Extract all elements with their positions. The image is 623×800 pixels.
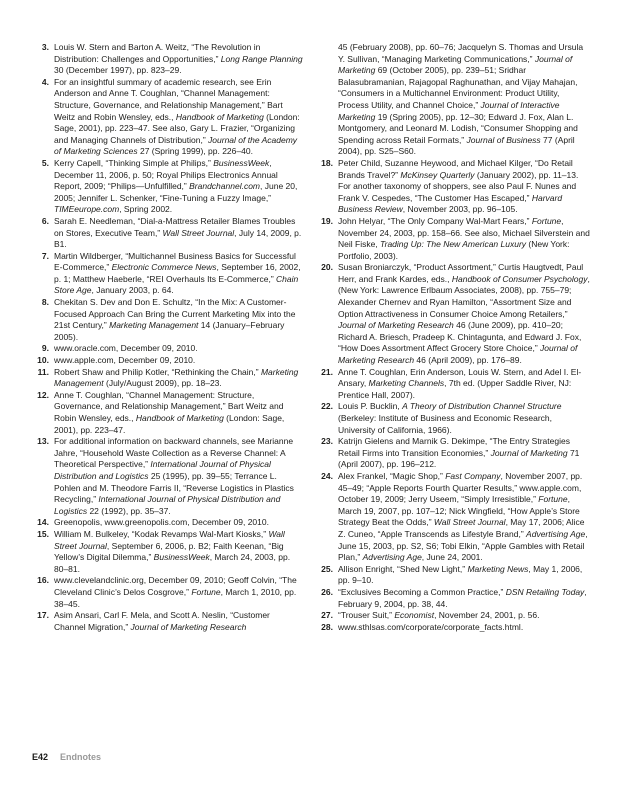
endnote-number: 26.	[321, 586, 333, 597]
endnote-6: 6. Sarah E. Needleman, “Dial-a-Mattress Retailer Blames Troubles on Stores, Executive Team,” Wall Street Journal, July 14, 2009, p. B1.	[33, 216, 303, 251]
endnote-number: 17.	[37, 610, 49, 621]
endnote-number: 5.	[41, 157, 49, 168]
page-number: E42	[32, 752, 49, 762]
endnote-number: 23.	[321, 436, 333, 447]
endnote-8: 8. Chekitan S. Dev and Don E. Schultz, “In the Mix: A Customer-Focused Approach Can Bring the Current Marketing Mix into the 21st Century,” Marketing Management 14 (January–February 2005).	[33, 297, 303, 343]
endnote-27: 27. “Trouser Suit,” Economist, November 24, 2001, p. 56.	[317, 610, 591, 622]
page-footer	[32, 752, 101, 762]
endnote-9: 9. www.oracle.com, December 09, 2010.	[33, 343, 303, 355]
endnote-number: 24.	[321, 470, 333, 481]
endnote-17: 17. Asim Ansari, Carl F. Mela, and Scott A. Neslin, “Customer Channel Migration,” Journal of Marketing Research	[33, 610, 303, 633]
endnote-14: 14. Greenopolis, www.greenopolis.com, December 09, 2010.	[33, 517, 303, 529]
endnote-number: 9.	[41, 343, 49, 354]
endnote-22: 22. Louis P. Bucklin, A Theory of Distribution Channel Structure (Berkeley: Institute of Business and Economic Research, University of California, 1966).	[317, 401, 591, 436]
endnote-number: 11.	[37, 366, 49, 377]
endnote-number: 7.	[41, 250, 49, 261]
endnote-number: 18.	[321, 157, 333, 168]
endnote-4: 4. For an insightful summary of academic research, see Erin Anderson and Anne T. Coughlan, “Channel Management: Structure, Governance, and Relationship Management,” Bart Weitz and Robin Wensley, eds., Handbook of Marketing (London: Sage, 2001), pp. 223–47. See also, Gary L. Frazier, “Organizing and Managing Channels of Distribution,” Journal of the Academy of Marketing Sciences 27 (Spring 1999), pp. 226–40.	[33, 77, 303, 158]
endnote-number: 6.	[41, 215, 49, 226]
endnote-20: 20. Susan Broniarczyk, “Product Assortment,” Curtis Haugtvedt, Paul Herr, and Frank Kardes, eds., Handbook of Consumer Psychology, (New York: Lawrence Erlbaum Associates, 2008), pp. 755–79; Alexander Chernev and Ryan Hamilton, “Assortment Size and Option Attractiveness in Consumer Choice Among Retailers,” Journal of Marketing Research 46 (June 2009), pp. 410–20; Richard A. Briesch, Pradeep K. Chintagunta, and Edward J. Fox, “How Does Assortment Affect Grocery Store Choice,” Journal of Marketing Research 46 (April 2009), pp. 176–89.	[317, 262, 591, 366]
endnote-18: 18. Peter Child, Suzanne Heywood, and Michael Kilger, “Do Retail Brands Travel?” McKinsey Quarterly (January 2002), pp. 11–13. For another taxonomy of shoppers, see also Paul F. Nunes and Frank V. Cespedes, “The Customer Has Escaped,” Harvard Business Review, November 2003, pp. 96–105.	[317, 158, 591, 216]
endnote-10: 10. www.apple.com, December 09, 2010.	[33, 355, 303, 367]
endnotes-left-column	[33, 42, 303, 633]
endnote-16: 16. www.clevelandclinic.org, December 09, 2010; Geoff Colvin, “The Cleveland Clinic’s Delos Cosgrove,” Fortune, March 1, 2010, pp. 38–45.	[33, 575, 303, 610]
endnote-number: 15.	[37, 528, 49, 539]
endnote-number: 8.	[41, 297, 49, 308]
endnote-number: 13.	[37, 436, 49, 447]
endnote-7: 7. Martin Wildberger, “Multichannel Business Basics for Successful E-Commerce,” Electronic Commerce News, September 16, 2002, p. 1; Matthew Haeberle, “REI Overhauls Its E-Commerce,” Chain Store Age, January 2003, p. 64.	[33, 251, 303, 297]
endnote-26: 26. “Exclusives Becoming a Common Practice,” DSN Retailing Today, February 9, 2004, pp. 38, 44.	[317, 587, 591, 610]
endnotes-right-column	[317, 42, 591, 633]
endnote-number: 21.	[321, 366, 333, 377]
endnote-number: 4.	[41, 76, 49, 87]
endnote-number: 16.	[37, 575, 49, 586]
endnote-number: 3.	[41, 42, 49, 52]
endnote-17-continued: 45 (February 2008), pp. 60–76; Jacquelyn S. Thomas and Ursula Y. Sullivan, “Managing Marketing Communications,” Journal of Marketing 69 (October 2005), pp. 239–51; Sridhar Balasubramanian, Rajagopal Raghunathan, and Vijay Mahajan, “Consumers in a Multichannel Environment: Product Utility, Process Utility, and Channel Choice,” Journal of Interactive Marketing 19 (Spring 2005), pp. 12–30; Edward J. Fox, Alan L. Montgomery, and Leonard M. Lodish, “Consumer Shopping and Spending across Retail Formats,” Journal of Business 77 (April 2004), pp. S25–S60.	[338, 42, 584, 157]
endnote-3: 3. Louis W. Stern and Barton A. Weitz, “The Revolution in Distribution: Challenges and Opportunities,” Long Range Planning 30 (December 1997), pp. 823–29.	[33, 42, 303, 77]
endnote-15: 15. William M. Bulkeley, “Kodak Revamps Wal-Mart Kiosks,” Wall Street Journal, September 6, 2006, p. B2; Faith Keenan, “Big Yellow’s Digital Dilemma,” BusinessWeek, March 24, 2003, pp. 80–81.	[33, 529, 303, 575]
endnote-number: 25.	[321, 563, 333, 574]
endnote-25: 25. Allison Enright, “Shed New Light,” Marketing News, May 1, 2006, pp. 9–10.	[317, 564, 591, 587]
endnote-5: 5. Kerry Capell, “Thinking Simple at Philips,” BusinessWeek, December 11, 2006, p. 50; Royal Philips Electronics Annual Report, 2009; “Philips—Unfulfilled,” Brandchannel.com, June 20, 2005; Jennifer L. Schenker, “Fine-Tuning a Fuzzy Image,” TIMEeurope.com, Spring 2002.	[33, 158, 303, 216]
endnote-19: 19. John Helyar, “The Only Company Wal-Mart Fears,” Fortune, November 24, 2003, pp. 158–66. See also, Michael Silverstein and Neil Fiske, Trading Up: The New American Luxury (New York: Portfolio, 2003).	[317, 216, 591, 262]
endnote-28: 28. www.sthlsas.com/corporate/corporate_facts.html.	[317, 622, 591, 634]
endnote-23: 23. Katrijn Gielens and Marnik G. Dekimpe, “The Entry Strategies Retail Firms into Transition Economies,” Journal of Marketing 71 (April 2007), pp. 196–212.	[317, 436, 591, 471]
endnote-21: 21. Anne T. Coughlan, Erin Anderson, Louis W. Stern, and Adel I. El-Ansary, Marketing Channels, 7th ed. (Upper Saddle River, NJ: Prentice Hall, 2007).	[317, 367, 591, 402]
endnote-number: 27.	[321, 610, 333, 621]
endnote-11: 11. Robert Shaw and Philip Kotler, “Rethinking the Chain,” Marketing Management (July/August 2009), pp. 18–23.	[33, 367, 303, 390]
endnote-13: 13. For additional information on backward channels, see Marianne Jahre, “Household Waste Collection as a Reverse Channel: A Theoretical Perspective,” International Journal of Physical Distribution and Logistics 25 (1995), pp. 39–55; Terrance L. Pohlen and M. Theodore Farris II, “Reverse Logistics in Plastics Recycling,” International Journal of Physical Distribution and Logistics 22 (1992), pp. 35–37.	[33, 436, 303, 517]
endnote-number: 22.	[321, 401, 333, 412]
section-title: Endnotes	[60, 752, 102, 762]
endnote-24: 24. Alex Frankel, “Magic Shop,” Fast Company, November 2007, pp. 45–49; “Apple Reports Fourth Quarter Results,” www.apple.com, October 19, 2009; Jerry Useem, “Simply Irresistible,” Fortune, March 19, 2007, pp. 107–12; Nick Wingfield, “How Apple’s Store Strategy Beat the Odds,” Wall Street Journal, May 17, 2006; Alice Z. Cuneo, “Apple Transcends as Lifestyle Brand,” Advertising Age, June 15, 2003, pp. S2, S6; Tobi Elkin, “Apple Gambles with Retail Plan,” Advertising Age, June 24, 2001.	[317, 471, 591, 564]
endnote-number: 12.	[37, 389, 49, 400]
endnote-12: 12. Anne T. Coughlan, “Channel Management: Structure, Governance, and Relationship Management,” Bart Weitz and Robin Wensley, eds., Handbook of Marketing (London: Sage, 2001), pp. 223–47.	[33, 390, 303, 436]
endnote-number: 10.	[37, 355, 49, 366]
endnote-number: 14.	[37, 517, 49, 528]
endnote-number: 19.	[321, 215, 333, 226]
endnote-number: 28.	[321, 621, 333, 632]
endnote-number: 20.	[321, 262, 333, 273]
